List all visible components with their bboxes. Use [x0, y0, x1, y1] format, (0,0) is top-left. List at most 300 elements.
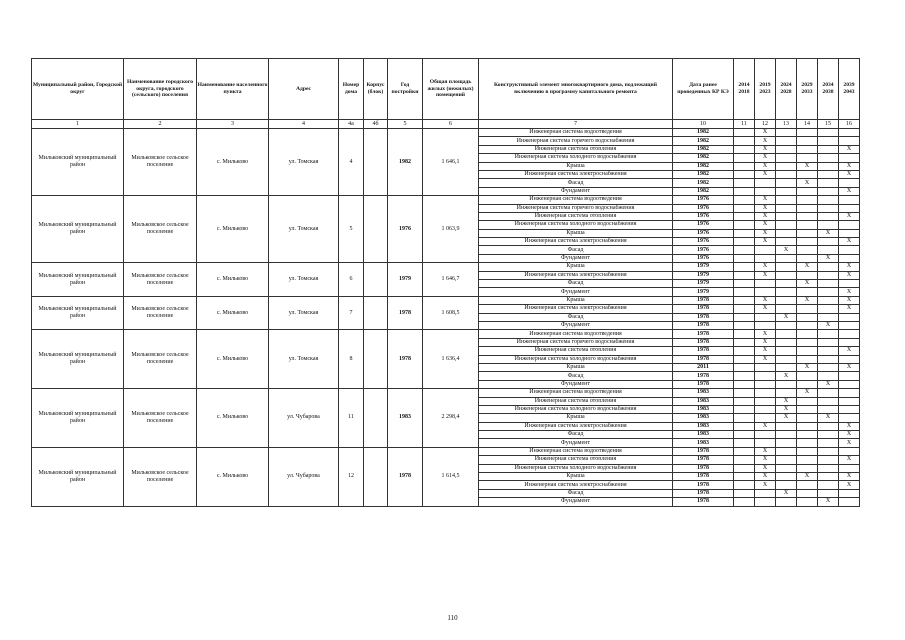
period-mark-cell: X [839, 473, 860, 481]
period-mark-cell: X [818, 254, 839, 262]
period-mark-cell [818, 347, 839, 355]
prior-repair-date-cell: 1978 [673, 447, 734, 455]
element-name-cell: Инженерная система холодного водоснабжения [479, 464, 673, 472]
period-mark-cell [776, 229, 797, 237]
period-mark-cell [818, 397, 839, 405]
address-cell: ул. Томская [269, 296, 339, 330]
period-mark-cell: X [818, 321, 839, 329]
period-mark-cell: X [755, 204, 776, 212]
period-mark-cell [776, 422, 797, 430]
period-mark-cell [776, 473, 797, 481]
prior-repair-date-cell: 1982 [673, 129, 734, 137]
element-name-cell: Фундамент [479, 498, 673, 506]
period-mark-cell [734, 204, 755, 212]
prior-repair-date-cell: 1982 [673, 145, 734, 153]
period-mark-cell [818, 170, 839, 178]
column-header: Муниципальный район, Городской округ [32, 59, 124, 120]
column-number: 15 [818, 120, 839, 129]
period-mark-cell: X [755, 221, 776, 229]
period-mark-cell [734, 229, 755, 237]
period-mark-cell [818, 456, 839, 464]
district-cell: Мильковский муниципальный район [32, 330, 124, 389]
area-cell: 1 063,9 [423, 196, 479, 263]
period-mark-cell: X [839, 288, 860, 296]
column-header: Корпус (блок) [364, 59, 388, 120]
element-name-cell: Инженерная система электроснабжения [479, 481, 673, 489]
period-mark-cell: X [755, 238, 776, 246]
period-mark-cell [734, 464, 755, 472]
period-mark-cell: X [776, 313, 797, 321]
period-mark-cell [776, 338, 797, 346]
period-mark-cell [797, 414, 818, 422]
period-mark-cell [734, 221, 755, 229]
period-mark-cell [839, 129, 860, 137]
building-cell [364, 389, 388, 448]
building-cell [364, 447, 388, 506]
period-mark-cell [797, 271, 818, 279]
period-mark-cell [797, 355, 818, 363]
period-mark-cell [734, 431, 755, 439]
period-mark-cell [818, 313, 839, 321]
column-number: 6 [423, 120, 479, 129]
period-mark-cell [776, 305, 797, 313]
period-mark-cell [776, 296, 797, 304]
period-mark-cell [797, 338, 818, 346]
period-mark-cell [755, 246, 776, 254]
column-header: 2024 2028 [776, 59, 797, 120]
period-mark-cell [797, 489, 818, 497]
element-name-cell: Инженерная система электроснабжения [479, 271, 673, 279]
address-cell: ул. Томская [269, 196, 339, 263]
locality-cell: с. Мильково [197, 129, 269, 196]
house-number-cell: 8 [339, 330, 364, 389]
period-mark-cell [734, 372, 755, 380]
area-cell: 2 298,4 [423, 389, 479, 448]
period-mark-cell [818, 338, 839, 346]
house-number-cell: 11 [339, 389, 364, 448]
element-name-cell: Инженерная система холодного водоснабжения [479, 221, 673, 229]
period-mark-cell: X [755, 464, 776, 472]
period-mark-cell [734, 154, 755, 162]
period-mark-cell [818, 154, 839, 162]
element-name-cell: Фундамент [479, 288, 673, 296]
element-name-cell: Фасад [479, 372, 673, 380]
period-mark-cell: X [818, 414, 839, 422]
period-mark-cell: X [755, 271, 776, 279]
period-mark-cell [734, 498, 755, 506]
period-mark-cell: X [755, 170, 776, 178]
period-mark-cell [818, 204, 839, 212]
element-name-cell: Крыша [479, 414, 673, 422]
period-mark-cell [734, 347, 755, 355]
period-mark-cell [776, 129, 797, 137]
period-mark-cell: X [839, 439, 860, 447]
element-name-cell: Фасад [479, 246, 673, 254]
build-year-cell: 1976 [388, 196, 423, 263]
period-mark-cell [797, 187, 818, 195]
element-name-cell: Инженерная система холодного водоснабжения [479, 405, 673, 413]
column-number: 4 [269, 120, 339, 129]
period-mark-cell: X [839, 296, 860, 304]
page-number: 110 [447, 614, 458, 622]
prior-repair-date-cell: 1982 [673, 179, 734, 187]
period-mark-cell: X [755, 456, 776, 464]
settlement-cell: Мильковское сельское поселение [124, 330, 197, 389]
period-mark-cell [818, 238, 839, 246]
build-year-cell: 1979 [388, 263, 423, 297]
house-number-cell: 5 [339, 196, 364, 263]
period-mark-cell: X [755, 447, 776, 455]
prior-repair-date-cell: 1978 [673, 321, 734, 329]
house-number-cell: 7 [339, 296, 364, 330]
column-header: 2034 2038 [818, 59, 839, 120]
period-mark-cell [797, 137, 818, 145]
element-name-cell: Инженерная система отопления [479, 145, 673, 153]
column-header: 2019 2023 [755, 59, 776, 120]
period-mark-cell [818, 405, 839, 413]
element-name-cell: Инженерная система горячего водоснабжения [479, 137, 673, 145]
period-mark-cell [755, 363, 776, 371]
period-mark-cell [839, 338, 860, 346]
element-name-cell: Фасад [479, 489, 673, 497]
column-header: 2039 2043 [839, 59, 860, 120]
period-mark-cell: X [755, 473, 776, 481]
period-mark-cell [818, 196, 839, 204]
period-mark-cell [818, 179, 839, 187]
column-number: 4а [339, 120, 364, 129]
period-mark-cell [776, 179, 797, 187]
build-year-cell: 1978 [388, 296, 423, 330]
element-name-cell: Фасад [479, 179, 673, 187]
period-mark-cell [839, 221, 860, 229]
period-mark-cell [797, 464, 818, 472]
period-mark-cell [755, 380, 776, 388]
period-mark-cell [734, 447, 755, 455]
period-mark-cell [734, 380, 755, 388]
prior-repair-date-cell: 1976 [673, 238, 734, 246]
locality-cell: с. Мильково [197, 196, 269, 263]
period-mark-cell [734, 263, 755, 271]
period-mark-cell [755, 313, 776, 321]
district-cell: Мильковский муниципальный район [32, 129, 124, 196]
prior-repair-date-cell: 1979 [673, 271, 734, 279]
column-number: 7 [479, 120, 673, 129]
period-mark-cell [776, 355, 797, 363]
table-row [32, 263, 860, 271]
period-mark-cell: X [755, 145, 776, 153]
table-row [32, 296, 860, 304]
element-name-cell: Фундамент [479, 439, 673, 447]
prior-repair-date-cell: 1978 [673, 305, 734, 313]
settlement-cell: Мильковское сельское поселение [124, 263, 197, 297]
settlement-cell: Мильковское сельское поселение [124, 447, 197, 506]
period-mark-cell [839, 179, 860, 187]
period-mark-cell [797, 313, 818, 321]
period-mark-cell: X [755, 355, 776, 363]
period-mark-cell [755, 288, 776, 296]
period-mark-cell [818, 464, 839, 472]
column-number: 16 [839, 120, 860, 129]
period-mark-cell: X [797, 263, 818, 271]
period-mark-cell [797, 238, 818, 246]
period-mark-cell: X [755, 422, 776, 430]
period-mark-cell [734, 489, 755, 497]
period-mark-cell [734, 305, 755, 313]
build-year-cell: 1978 [388, 447, 423, 506]
period-mark-cell [755, 489, 776, 497]
prior-repair-date-cell: 1978 [673, 330, 734, 338]
period-mark-cell [755, 414, 776, 422]
element-name-cell: Инженерная система горячего водоснабжения [479, 338, 673, 346]
period-mark-cell [797, 330, 818, 338]
period-mark-cell [734, 313, 755, 321]
period-mark-cell [818, 137, 839, 145]
district-cell: Мильковский муниципальный район [32, 447, 124, 506]
period-mark-cell [776, 154, 797, 162]
period-mark-cell [839, 137, 860, 145]
building-cell [364, 263, 388, 297]
period-mark-cell [734, 389, 755, 397]
period-mark-cell [734, 397, 755, 405]
element-name-cell: Инженерная система водоотведения [479, 330, 673, 338]
prior-repair-date-cell: 1978 [673, 464, 734, 472]
period-mark-cell [755, 179, 776, 187]
locality-cell: с. Мильково [197, 263, 269, 297]
period-mark-cell [734, 212, 755, 220]
house-number-cell: 12 [339, 447, 364, 506]
period-mark-cell [839, 154, 860, 162]
element-name-cell: Инженерная система отопления [479, 212, 673, 220]
period-mark-cell [839, 389, 860, 397]
column-header: Наименование городского округа, городского (сельского) поселения [124, 59, 197, 120]
column-header: Наименование населенного пункта [197, 59, 269, 120]
period-mark-cell [776, 389, 797, 397]
period-mark-cell [734, 363, 755, 371]
house-number-cell: 4 [339, 129, 364, 196]
building-cell [364, 330, 388, 389]
district-cell: Мильковский муниципальный район [32, 196, 124, 263]
locality-cell: с. Мильково [197, 447, 269, 506]
period-mark-cell [818, 355, 839, 363]
period-mark-cell [734, 137, 755, 145]
element-name-cell: Инженерная система отопления [479, 456, 673, 464]
period-mark-cell [797, 129, 818, 137]
column-number-row [32, 120, 860, 129]
period-mark-cell [734, 414, 755, 422]
period-mark-cell [839, 330, 860, 338]
period-mark-cell [839, 254, 860, 262]
element-name-cell: Инженерная система водоотведения [479, 196, 673, 204]
prior-repair-date-cell: 1982 [673, 170, 734, 178]
period-mark-cell [818, 330, 839, 338]
period-mark-cell [818, 271, 839, 279]
period-mark-cell [755, 187, 776, 195]
element-name-cell: Фасад [479, 431, 673, 439]
prior-repair-date-cell: 1978 [673, 338, 734, 346]
period-mark-cell [755, 439, 776, 447]
period-mark-cell [734, 196, 755, 204]
period-mark-cell [776, 170, 797, 178]
period-mark-cell [755, 431, 776, 439]
period-mark-cell [734, 439, 755, 447]
capital-repair-table [31, 58, 860, 507]
element-name-cell: Крыша [479, 263, 673, 271]
period-mark-cell: X [818, 380, 839, 388]
column-header: Год постройки [388, 59, 423, 120]
prior-repair-date-cell: 1983 [673, 439, 734, 447]
column-header: 2014 2018 [734, 59, 755, 120]
period-mark-cell: X [755, 154, 776, 162]
address-cell: ул. Чубарова [269, 447, 339, 506]
element-name-cell: Фундамент [479, 254, 673, 262]
period-mark-cell [797, 498, 818, 506]
period-mark-cell: X [776, 405, 797, 413]
prior-repair-date-cell: 1976 [673, 254, 734, 262]
period-mark-cell [734, 422, 755, 430]
period-mark-cell [734, 280, 755, 288]
element-name-cell: Инженерная система горячего водоснабжения [479, 204, 673, 212]
period-mark-cell [734, 129, 755, 137]
column-number: 10 [673, 120, 734, 129]
address-cell: ул. Чубарова [269, 389, 339, 448]
period-mark-cell [839, 246, 860, 254]
period-mark-cell: X [755, 229, 776, 237]
prior-repair-date-cell: 1983 [673, 422, 734, 430]
period-mark-cell [818, 296, 839, 304]
prior-repair-date-cell: 1978 [673, 498, 734, 506]
period-mark-cell [734, 187, 755, 195]
element-name-cell: Фасад [479, 280, 673, 288]
period-mark-cell [797, 204, 818, 212]
period-mark-cell [734, 405, 755, 413]
period-mark-cell [818, 363, 839, 371]
element-name-cell: Крыша [479, 296, 673, 304]
period-mark-cell: X [797, 363, 818, 371]
period-mark-cell [734, 355, 755, 363]
period-mark-cell [797, 254, 818, 262]
period-mark-cell [818, 145, 839, 153]
period-mark-cell [776, 330, 797, 338]
period-mark-cell [818, 263, 839, 271]
period-mark-cell [797, 246, 818, 254]
element-name-cell: Крыша [479, 473, 673, 481]
period-mark-cell [755, 321, 776, 329]
period-mark-cell [839, 321, 860, 329]
prior-repair-date-cell: 1979 [673, 288, 734, 296]
period-mark-cell [797, 196, 818, 204]
period-mark-cell [797, 447, 818, 455]
area-cell: 1 646,1 [423, 129, 479, 196]
column-number: 5 [388, 120, 423, 129]
prior-repair-date-cell: 1979 [673, 280, 734, 288]
prior-repair-date-cell: 1978 [673, 473, 734, 481]
prior-repair-date-cell: 1976 [673, 246, 734, 254]
element-name-cell: Инженерная система отопления [479, 397, 673, 405]
element-name-cell: Фасад [479, 313, 673, 321]
period-mark-cell: X [839, 347, 860, 355]
prior-repair-date-cell: 1982 [673, 137, 734, 145]
element-name-cell: Крыша [479, 162, 673, 170]
header-row [32, 59, 860, 120]
column-number: 4б [364, 120, 388, 129]
prior-repair-date-cell: 1983 [673, 397, 734, 405]
prior-repair-date-cell: 1983 [673, 389, 734, 397]
element-name-cell: Фундамент [479, 321, 673, 329]
period-mark-cell [734, 162, 755, 170]
period-mark-cell [797, 212, 818, 220]
element-name-cell: Инженерная система электроснабжения [479, 422, 673, 430]
column-number: 2 [124, 120, 197, 129]
period-mark-cell [818, 162, 839, 170]
area-cell: 1 608,5 [423, 296, 479, 330]
period-mark-cell: X [755, 263, 776, 271]
period-mark-cell [818, 221, 839, 229]
district-cell: Мильковский муниципальный район [32, 296, 124, 330]
area-cell: 1 646,7 [423, 263, 479, 297]
period-mark-cell [797, 288, 818, 296]
period-mark-cell [839, 280, 860, 288]
period-mark-cell [755, 280, 776, 288]
build-year-cell: 1978 [388, 330, 423, 389]
period-mark-cell [776, 221, 797, 229]
period-mark-cell: X [755, 347, 776, 355]
period-mark-cell [818, 389, 839, 397]
period-mark-cell [776, 380, 797, 388]
prior-repair-date-cell: 1979 [673, 263, 734, 271]
table-body [32, 129, 860, 507]
address-cell: ул. Томская [269, 129, 339, 196]
period-mark-cell [776, 481, 797, 489]
period-mark-cell [776, 238, 797, 246]
period-mark-cell [797, 154, 818, 162]
period-mark-cell: X [755, 296, 776, 304]
period-mark-cell [839, 489, 860, 497]
prior-repair-date-cell: 1978 [673, 481, 734, 489]
period-mark-cell [755, 254, 776, 262]
period-mark-cell: X [776, 397, 797, 405]
locality-cell: с. Мильково [197, 389, 269, 448]
period-mark-cell [797, 439, 818, 447]
district-cell: Мильковский муниципальный район [32, 263, 124, 297]
period-mark-cell [755, 498, 776, 506]
period-mark-cell [776, 145, 797, 153]
period-mark-cell [776, 263, 797, 271]
period-mark-cell: X [755, 137, 776, 145]
building-cell [364, 129, 388, 196]
period-mark-cell [797, 456, 818, 464]
column-header: Конструктивный элемент многоквартирного дома, подлежащий включению в программу капитального ремонта [479, 59, 673, 120]
period-mark-cell [734, 254, 755, 262]
column-header: Дата ранее проведенных КР КЭ [673, 59, 734, 120]
settlement-cell: Мильковское сельское поселение [124, 196, 197, 263]
period-mark-cell: X [839, 145, 860, 153]
element-name-cell: Крыша [479, 363, 673, 371]
address-cell: ул. Томская [269, 263, 339, 297]
house-number-cell: 6 [339, 263, 364, 297]
period-mark-cell [839, 313, 860, 321]
column-header: Номер дома [339, 59, 364, 120]
period-mark-cell [839, 196, 860, 204]
period-mark-cell [818, 305, 839, 313]
period-mark-cell [734, 338, 755, 346]
period-mark-cell [839, 447, 860, 455]
element-name-cell: Инженерная система электроснабжения [479, 305, 673, 313]
period-mark-cell: X [755, 129, 776, 137]
period-mark-cell [776, 288, 797, 296]
period-mark-cell [797, 347, 818, 355]
column-number: 1 [32, 120, 124, 129]
period-mark-cell [818, 481, 839, 489]
